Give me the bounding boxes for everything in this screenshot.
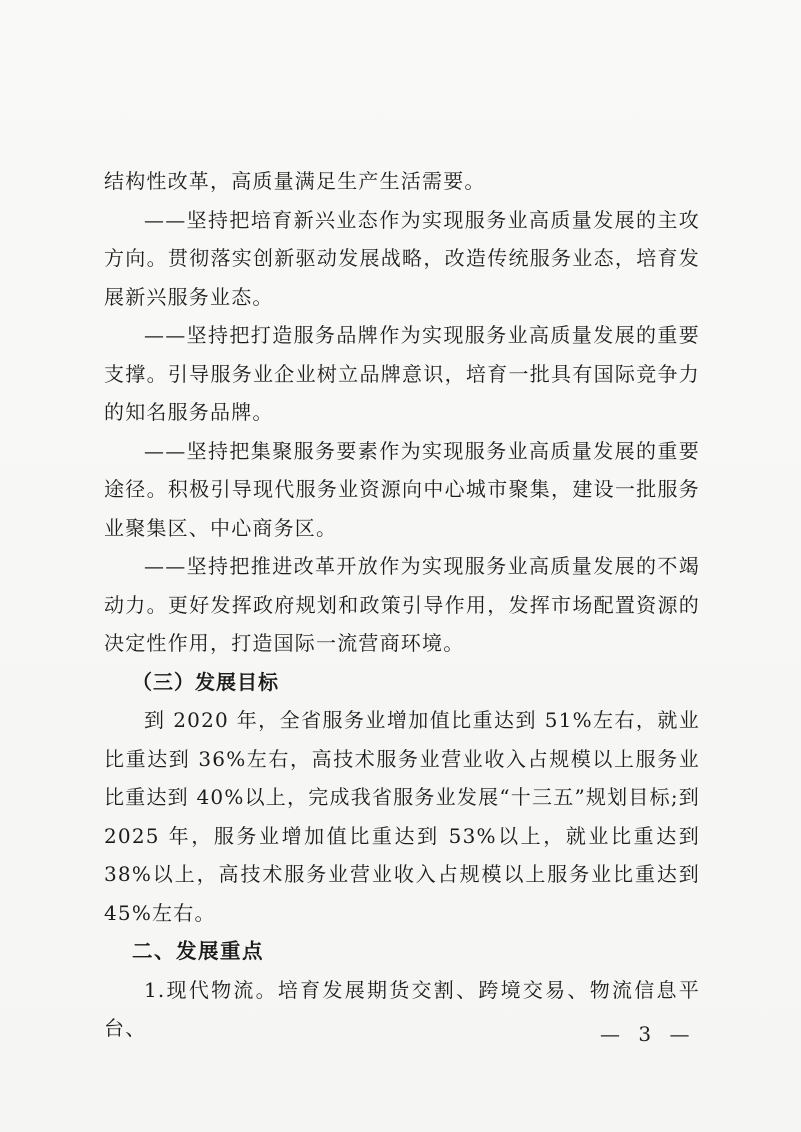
section-heading-focus: 二、发展重点 (132, 939, 264, 963)
paragraph-service-brands: ——坚持把打造服务品牌作为实现服务业高质量发展的重要支撑。引导服务业企业树立品牌意识，培育一批具有国际竞争力的知名服务品牌。 (104, 323, 700, 424)
paragraph-modern-logistics: 1.现代物流。培育发展期货交割、跨境交易、物流信息平台、 (104, 977, 700, 1040)
paragraph-reform-opening: ——坚持把推进改革开放作为实现服务业高质量发展的不竭动力。更好发挥政府规划和政策引导作用，发挥市场配置资源的决定性作用，打造国际一流营商环境。 (104, 554, 700, 655)
page-number: — 3 — (600, 1022, 696, 1046)
body-text (104, 162, 700, 1048)
paragraph-new-business-forms: ——坚持把培育新兴业态作为实现服务业高质量发展的主攻方向。贯彻落实创新驱动发展战略，改造传统服务业态，培育发展新兴服务业态。 (104, 207, 700, 309)
paragraph-continuation: 结构性改革，高质量满足生产生活需要。 (104, 169, 486, 193)
section-heading-goals: （三）发展目标 (132, 669, 279, 694)
paragraph-development-goals: 到 2020 年，全省服务业增加值比重达到 51%左右，就业比重达到 36%左右，高技术服务业营业收入占规模以上服务业比重达到 40%以上，完成我省服务业发展“十三五”规划目标;到 2025 年，服务业增加值比重达到 53%以上，就业比重达到 38%以上，高技术服务业营业收入占规模以上服务业比重达到 45%左右。 (104, 708, 700, 925)
paragraph-service-elements: ——坚持把集聚服务要素作为实现服务业高质量发展的重要途径。积极引导现代服务业资源向中心城市聚集，建设一批服务业聚集区、中心商务区。 (104, 438, 700, 540)
